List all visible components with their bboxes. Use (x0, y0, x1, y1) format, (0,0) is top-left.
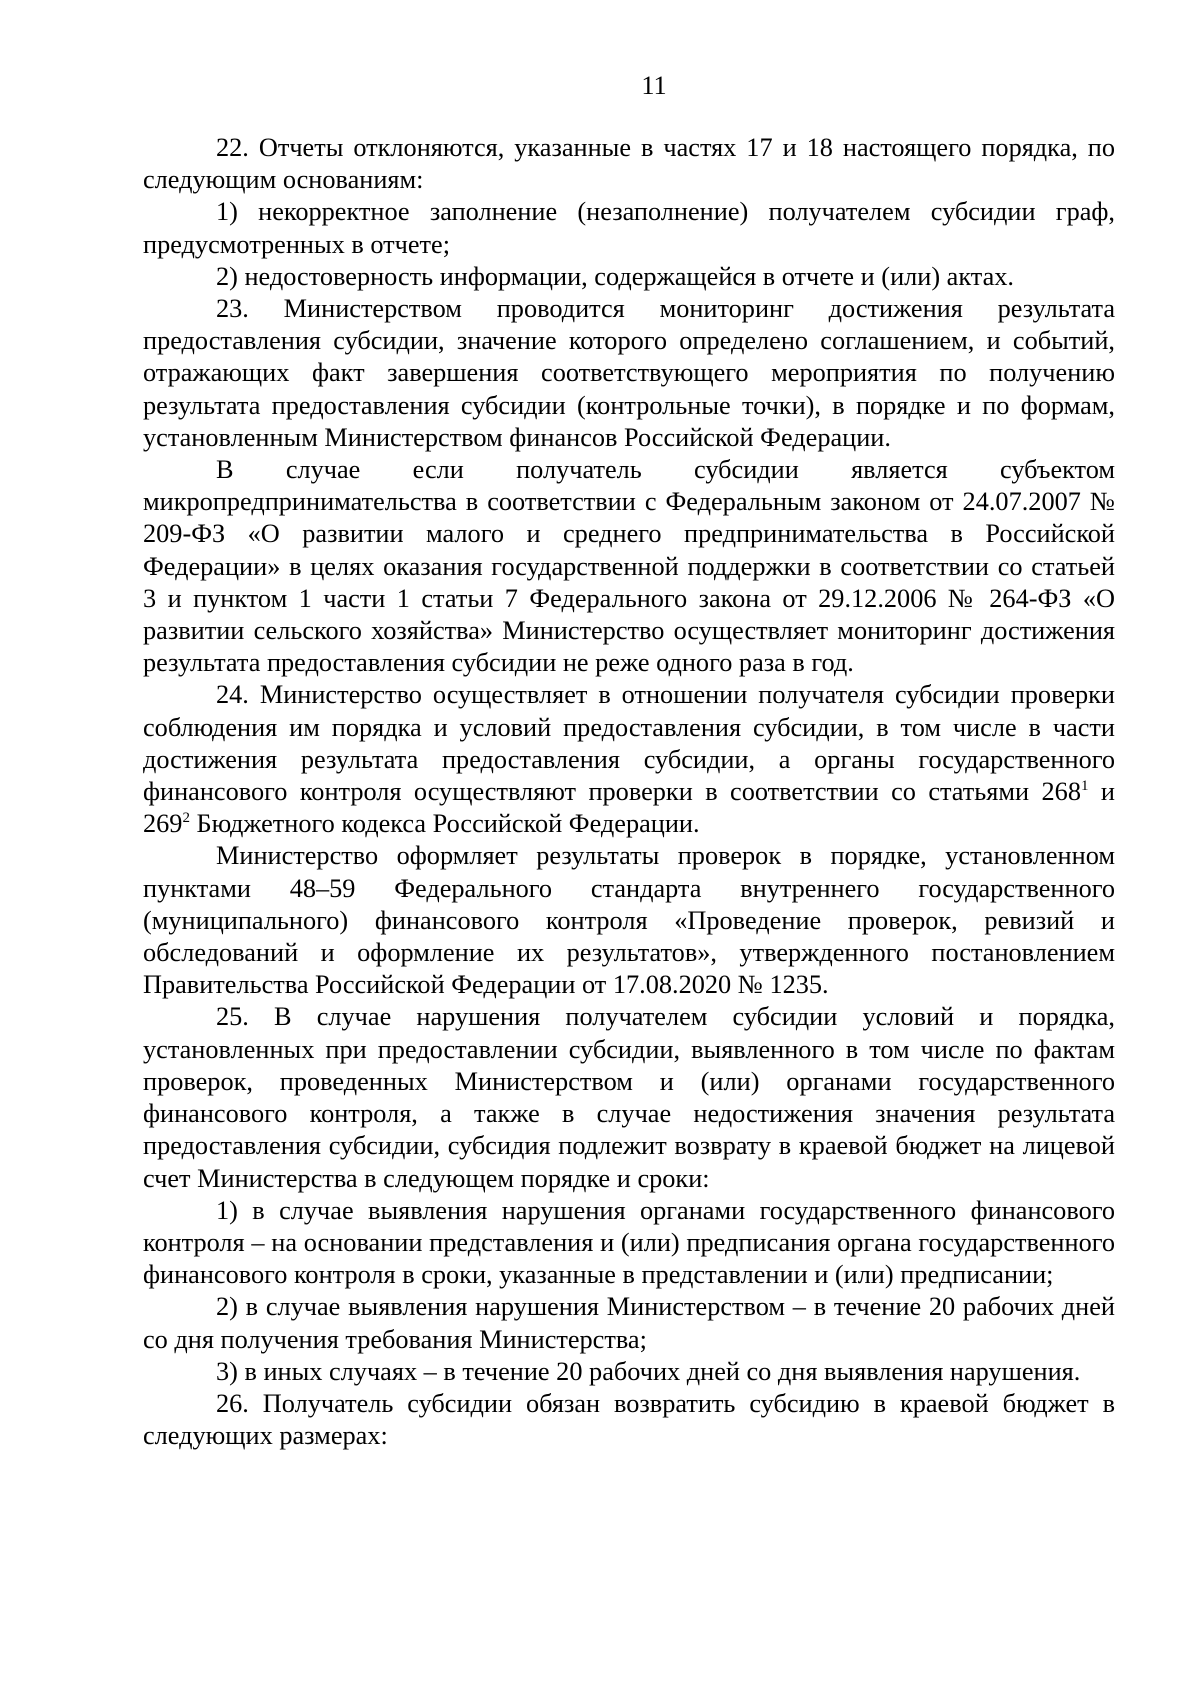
paragraph-26: 26. Получатель субсидии обязан возвратить субсидию в краевой бюджет в следующих размерах: (143, 1388, 1115, 1451)
paragraph-23: 23. Министерством проводится мониторинг достижения результата предоставления субсидии, значение которого определено соглашением, и событий, отражающих факт завершения соответствующего мероприятия по получению результата предоставления субсидии (контрольные точки), в порядке и по формам, установленным Министерством финансов Российской Федерации. (143, 294, 1115, 452)
paragraph-22-item-1: 1) некорректное заполнение (незаполнение) получателем субсидии граф, предусмотренных в отчете; (143, 197, 1115, 259)
paragraph-25-item-2: 2) в случае выявления нарушения Министерством – в течение 20 рабочих дней со дня получения требования Министерства; (143, 1292, 1115, 1354)
paragraph-23-micro-enterprise: В случае если получатель субсидии является субъектом микропредпринимательства в соответствии с Федеральным законом от 24.07.2007 № 209-ФЗ «О развитии малого и среднего предпринимательства в Российской Федерации» в целях оказания государственной поддержки в соответствии со статьей 3 и пунктом 1 части 1 статьи 7 Федерального закона от 29.12.2006 № 264-ФЗ «О развитии сельского хозяйства» Министерство осуществляет мониторинг достижения результата предоставления субсидии не реже одного раза в год. (143, 455, 1115, 678)
paragraph-24-text-part2: и 269 (143, 777, 1115, 839)
paragraph-25: 25. В случае нарушения получателем субсидии условий и порядка, установленных при предоставлении субсидии, выявленного в том числе по фактам проверок, проведенных Министерством и (или) органами государственного финансового контроля, а также в случае недостижения значения результата предоставления субсидии, субсидия подлежит возврату в краевой бюджет на лицевой счет Министерства в следующем порядке и сроки: (143, 1002, 1115, 1193)
article-269-superscript: 2 (182, 810, 190, 827)
paragraph-24-text-part3: Бюджетного кодекса Российской Федерации. (189, 809, 700, 839)
article-268-superscript: 1 (1080, 778, 1089, 795)
paragraph-24 (143, 679, 1115, 840)
paragraph-22-item-2: 2) недостоверность информации, содержащейся в отчете и (или) актах. (216, 261, 1014, 291)
paragraph-25-item-1: 1) в случае выявления нарушения органами государственного финансового контроля – на основании представления и (или) предписания органа государственного финансового контроля в сроки, указанные в представлении и (или) предписании; (143, 1195, 1115, 1290)
paragraph-24-inspection-results: Министерство оформляет результаты проверок в порядке, установленном пунктами 48–59 Федерального стандарта внутреннего государственного (муниципального) финансового контроля «Проведение проверок, ревизий и обследований и оформление их результатов», утвержденного постановлением Правительства Российской Федерации от 17.08.2020 № 1235. (143, 841, 1115, 1000)
paragraph-22: 22. Отчеты отклоняются, указанные в частях 17 и 18 настоящего порядка, по следующим основаниям: (143, 133, 1115, 195)
paragraph-25-item-3: 3) в иных случаях – в течение 20 рабочих дней со дня выявления нарушения. (216, 1356, 1081, 1386)
page-number: 11 (641, 71, 667, 100)
paragraph-24-text-part1: 24. Министерство осуществляет в отношении получателя субсидии проверки соблюдения им порядка и условий предоставления субсидии, в том числе в части достижения результата предоставления субсидии, а органы государственного финансового контроля осуществляют проверки в соответствии со статьями 268 (143, 680, 1115, 807)
